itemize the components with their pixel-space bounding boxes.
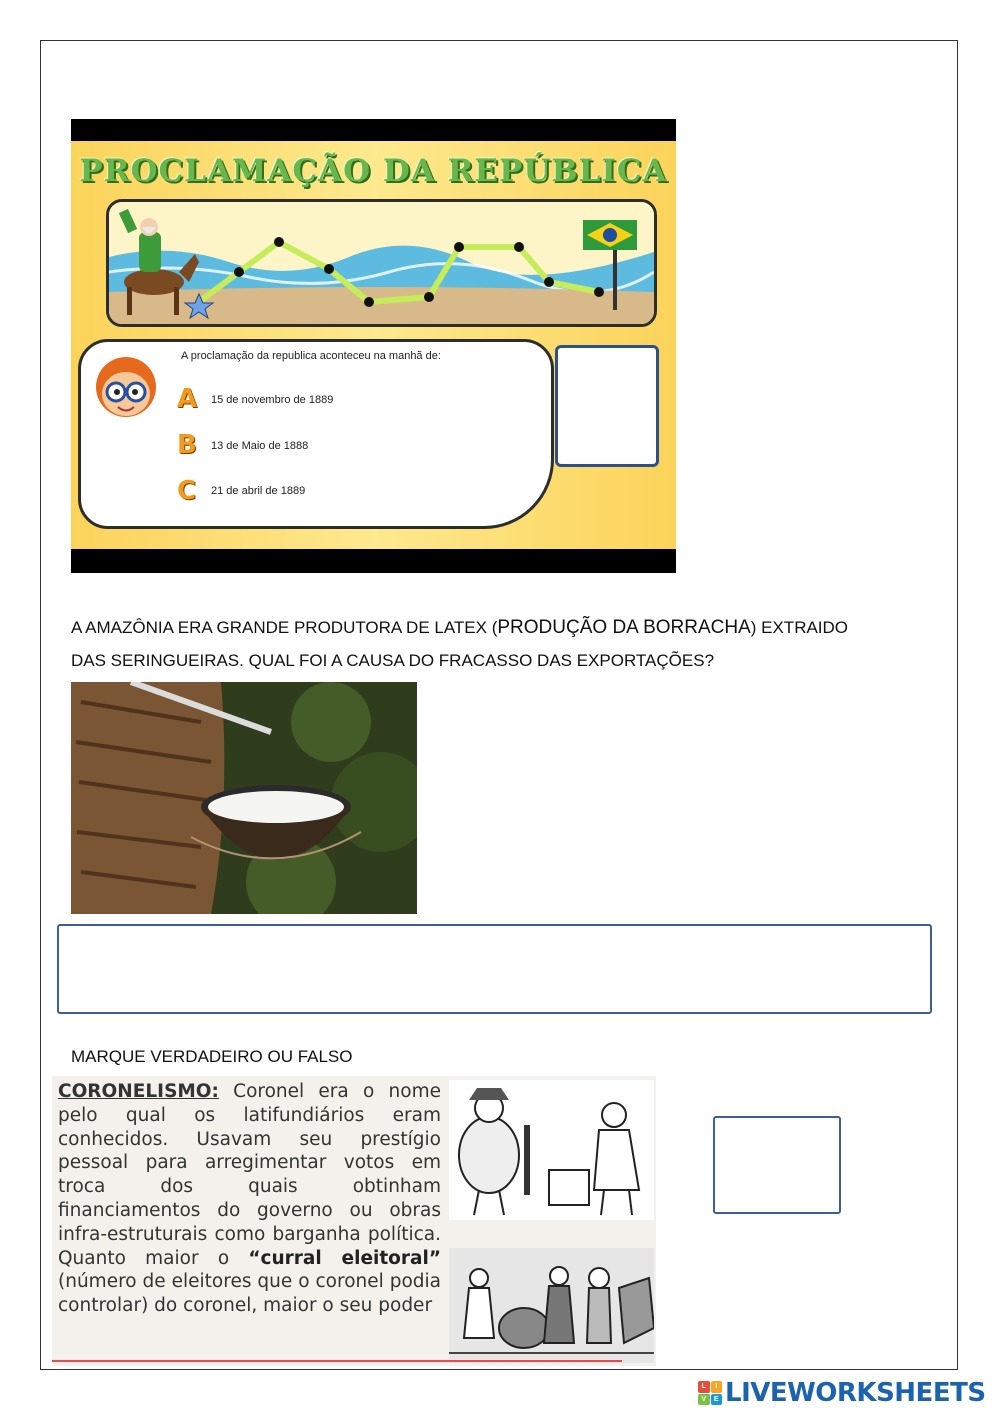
quiz-question: A proclamação da republica aconteceu na manhã de: [181, 350, 441, 362]
coronelismo-body-a: Coronel era o nome pelo qual os latifundiários eram conhecidos. Usavam seu prestígio pessoal para arregimentar votos em troca dos quais obtinham financiamentos do governo ou obras infra-estruturais como barganha política. Quanto maior o [58, 1081, 441, 1269]
coronel-cartoon-image [449, 1080, 654, 1220]
logo-letter-e: E [711, 1394, 723, 1406]
option-c-text: 21 de abril de 1889 [211, 485, 306, 497]
rubber-tree-photo [71, 682, 417, 914]
answer-input-3[interactable] [713, 1116, 841, 1214]
route-illustration [109, 202, 654, 324]
answer-input-1[interactable] [555, 345, 659, 467]
voters-cartoon-image [449, 1248, 654, 1363]
proclamation-slide-image [71, 119, 676, 573]
question-2-line-1c: ) EXTRAIDO [750, 618, 849, 637]
panel-underline [52, 1360, 622, 1362]
logo-letter-l: L [698, 1381, 710, 1393]
curral-eleitoral-term: “curral eleitoral” [248, 1247, 441, 1269]
route-track-panel [106, 199, 657, 327]
option-a-letter: A [177, 384, 198, 414]
quiz-panel [78, 339, 554, 529]
answer-input-2[interactable] [57, 924, 932, 1014]
voters-cartoon-illustration [449, 1248, 654, 1363]
question-2-line-2: DAS SERINGUEIRAS. QUAL FOI A CAUSA DO FRACASSO DAS EXPORTAÇÕES? [71, 651, 715, 670]
logo-text: LIVEWORKSHEETS [725, 1378, 986, 1408]
logo-letter-v: V [698, 1394, 710, 1406]
character-face-icon [91, 352, 161, 422]
rubber-tree-illustration [71, 682, 417, 914]
coronel-cartoon-illustration [449, 1080, 654, 1220]
slide-title: PROCLAMAÇÃO DA REPÚBLICA [79, 153, 668, 189]
question-3-instruction: MARQUE VERDADEIRO OU FALSO [71, 1047, 353, 1066]
question-2-line-1 [71, 617, 941, 639]
option-b-letter: B [177, 430, 197, 460]
coronelismo-heading: CORONELISMO: [58, 1081, 219, 1102]
option-a-text: 15 de novembro de 1889 [211, 394, 334, 406]
coronelismo-body-b: (número de eleitores que o coronel podia controlar) do coronel, maior o seu poder [58, 1271, 441, 1317]
coronelismo-text [58, 1080, 441, 1318]
slide-background [71, 141, 676, 549]
question-2-line-1a: A AMAZÔNIA ERA GRANDE PRODUTORA DE LATEX ( [71, 618, 498, 637]
logo-mark-icon [698, 1381, 722, 1405]
option-b-text: 13 de Maio de 1888 [211, 440, 309, 452]
option-c-letter: C [177, 476, 197, 506]
liveworksheets-logo [698, 1377, 986, 1409]
coronelismo-panel [52, 1076, 656, 1366]
logo-letter-i: I [711, 1381, 723, 1393]
question-2-highlight: PRODUÇÃO DA BORRACHA [497, 617, 751, 638]
